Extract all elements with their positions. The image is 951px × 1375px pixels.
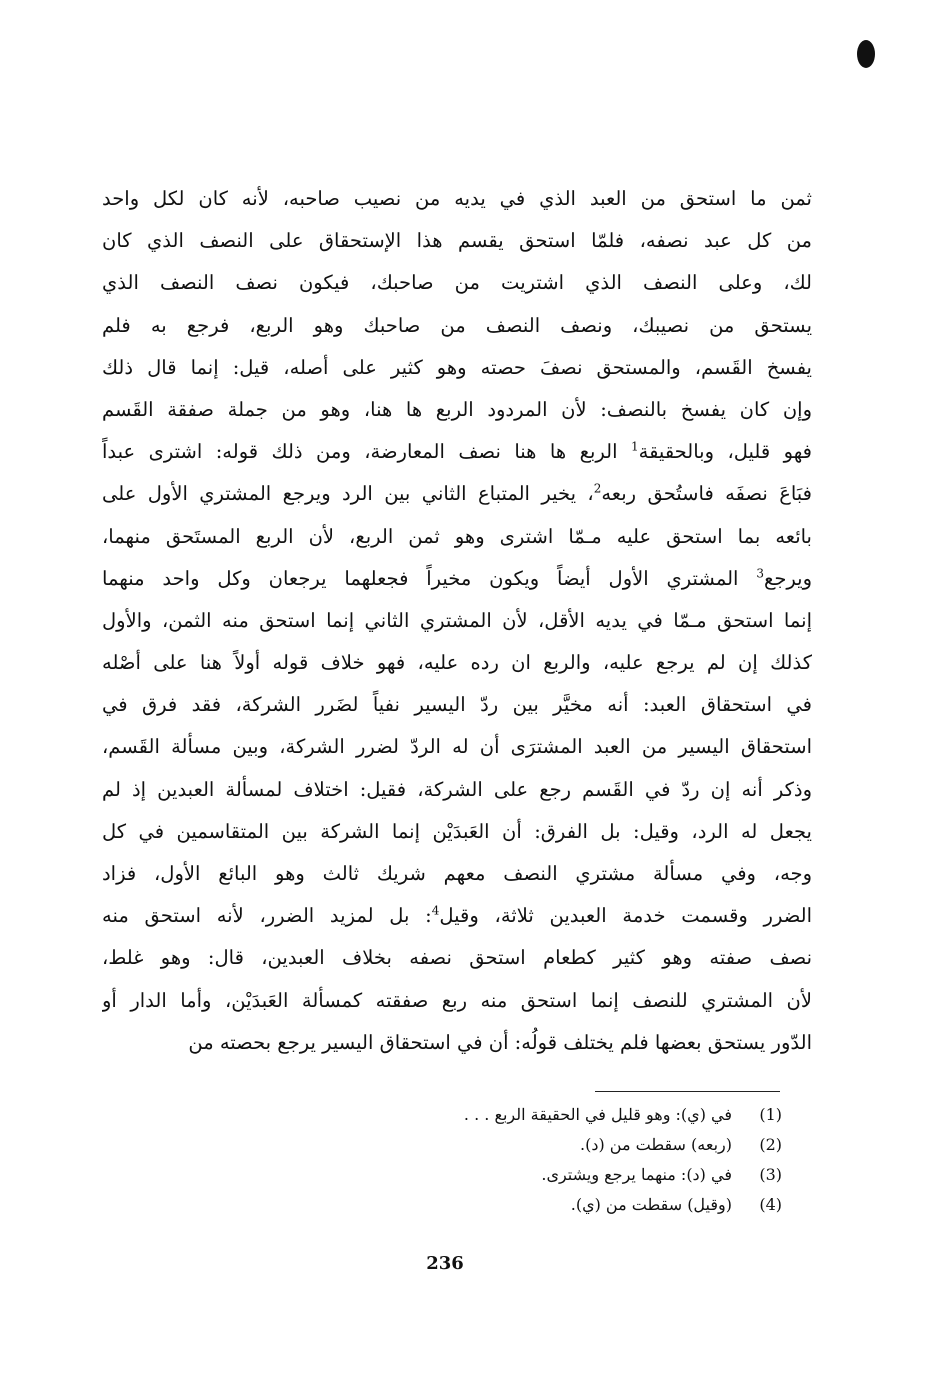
text-line: من كل عبد نصفه، فلمّا استحق يقسم هذا الإستحقاق على النصف الذي كان: [102, 229, 812, 253]
page-number: 236: [426, 1253, 464, 1274]
footnote-separator: [595, 1091, 780, 1092]
text-segment: الضرر وقسمت خدمة العبدين ثلاثة، وقيل: [439, 904, 812, 928]
footnote-ref: 3: [756, 566, 764, 581]
footnote-text: (وقيل) سقطت من (ي).: [570, 1195, 732, 1214]
text-line: بائعه بما استحق عليه مـمّا اشترى وهو ثمن الربع، لأن الربع المستَحق منهما،: [102, 524, 812, 548]
footnote: [300, 1130, 782, 1160]
text-line: كذلك إن لم يرجع عليه، والربع ان رده عليه، فهو خلاف قوله أولاً هنا على أصْله: [102, 651, 812, 675]
footnote-number: (4): [759, 1195, 782, 1214]
text-segment: فبَاعَ نصفَه فاستُحق ربعه: [601, 482, 812, 506]
text-line: وإن كان يفسخ بالنصف: لأن المردود الربع ها هنا، وهو من جملة صفقة القَسم: [102, 397, 812, 421]
text-segment: : بل لمزيد الضرر، لأنه استحق منه: [102, 904, 432, 928]
footnote-text: في (د): منهما يرجع ويشترى.: [541, 1165, 732, 1184]
footnote-ref: 4: [431, 903, 440, 918]
text-line: [102, 895, 812, 937]
text-line: [102, 431, 812, 473]
footnote-number: (1): [759, 1105, 782, 1124]
text-line: يفسخ القَسم، والمستحق نصفَ حصته وهو كثير على أصله، قيل: إنما قال ذلك: [102, 355, 812, 379]
text-line: [102, 558, 812, 600]
footnote-text: في (ي): وهو قليل في الحقيقة الربع . . .: [463, 1105, 732, 1124]
footnote: [300, 1160, 782, 1190]
footnote-number: (3): [759, 1165, 782, 1184]
text-line: الدّور يستحق بعضها فلم يختلف قولُه: أن في استحقاق اليسير يرجع بحصته من: [188, 1030, 812, 1054]
text-segment: المشتري الأول أيضاً ويكون مخيراً فجعلهما يرجعان وكل واحد منهما: [102, 566, 757, 590]
text-line: إنما استحق مـمّا في يديه الأقل، لأن المشتري الثاني إنما استحق منه الثمن، والأول: [102, 608, 812, 632]
footnote-ref: 2: [593, 481, 602, 496]
page-mark-dot: [857, 40, 875, 68]
footnote-text: (ربعه) سقطت من (د).: [580, 1135, 732, 1154]
text-segment: ، يخير المتباع الثاني بين الرد ويرجع المشتري الأول على: [102, 482, 594, 506]
footnote: [300, 1190, 782, 1220]
text-segment: الربع ها هنا نصف المعارضة، ومن ذلك قوله: اشترى عبداً: [102, 440, 631, 464]
main-text: [102, 178, 812, 1064]
text-line: ثمن ما استحق من العبد الذي في يديه من نصيب صاحبه، لأنه كان لكل واحد: [102, 187, 812, 210]
text-line: في استحقاق العبد: أنه مخيَّر بين ردّ اليسير نفياً لضَرر الشركة، فقد فرق في: [102, 693, 812, 717]
text-line: [102, 473, 812, 515]
text-line: وجه، وفي مسألة مشتري النصف معهم شريك ثالث وهو البائع الأول، فزاد: [102, 862, 812, 885]
text-segment: فهو قليل، وبالحقيقة: [638, 440, 812, 464]
footnotes: [300, 1100, 782, 1220]
text-segment: ويرجع: [763, 566, 812, 590]
text-line: يجعل له الرد، وقيل: بل الفرق: أن العَبدَيْن إنما الشركة بين المتقاسمين في كل: [102, 819, 812, 843]
text-line: نصف صفته وهو كثير كطعام استحق نصفه بخلاف العبدين، قال: وهو غلط،: [102, 946, 812, 970]
text-line: لك، وعلى النصف الذي اشتريت من صاحبك، فيكون نصف النصف الذي: [102, 271, 812, 295]
footnote: [300, 1100, 782, 1130]
text-line: يستحق من نصيبك، ونصف النصف من صاحبك وهو الربع، فرجع به فلم: [102, 313, 812, 337]
footnote-ref: 1: [630, 439, 639, 454]
text-line: وذكر أنه إن ردّ في القَسم رجع على الشركة، فقيل: اختلاف لمسألة العبدين إذ لم: [102, 777, 812, 801]
text-line: استحقاق اليسير من العبد المشترَى أن له الردّ لضرر الشركة، وبين مسألة القَسم،: [102, 735, 812, 759]
text-line: لأن المشتري للنصف إنما استحق منه ربع صفقته كمسألة العَبدَيْن، وأما الدار أو: [102, 988, 812, 1012]
footnote-number: (2): [759, 1135, 782, 1154]
